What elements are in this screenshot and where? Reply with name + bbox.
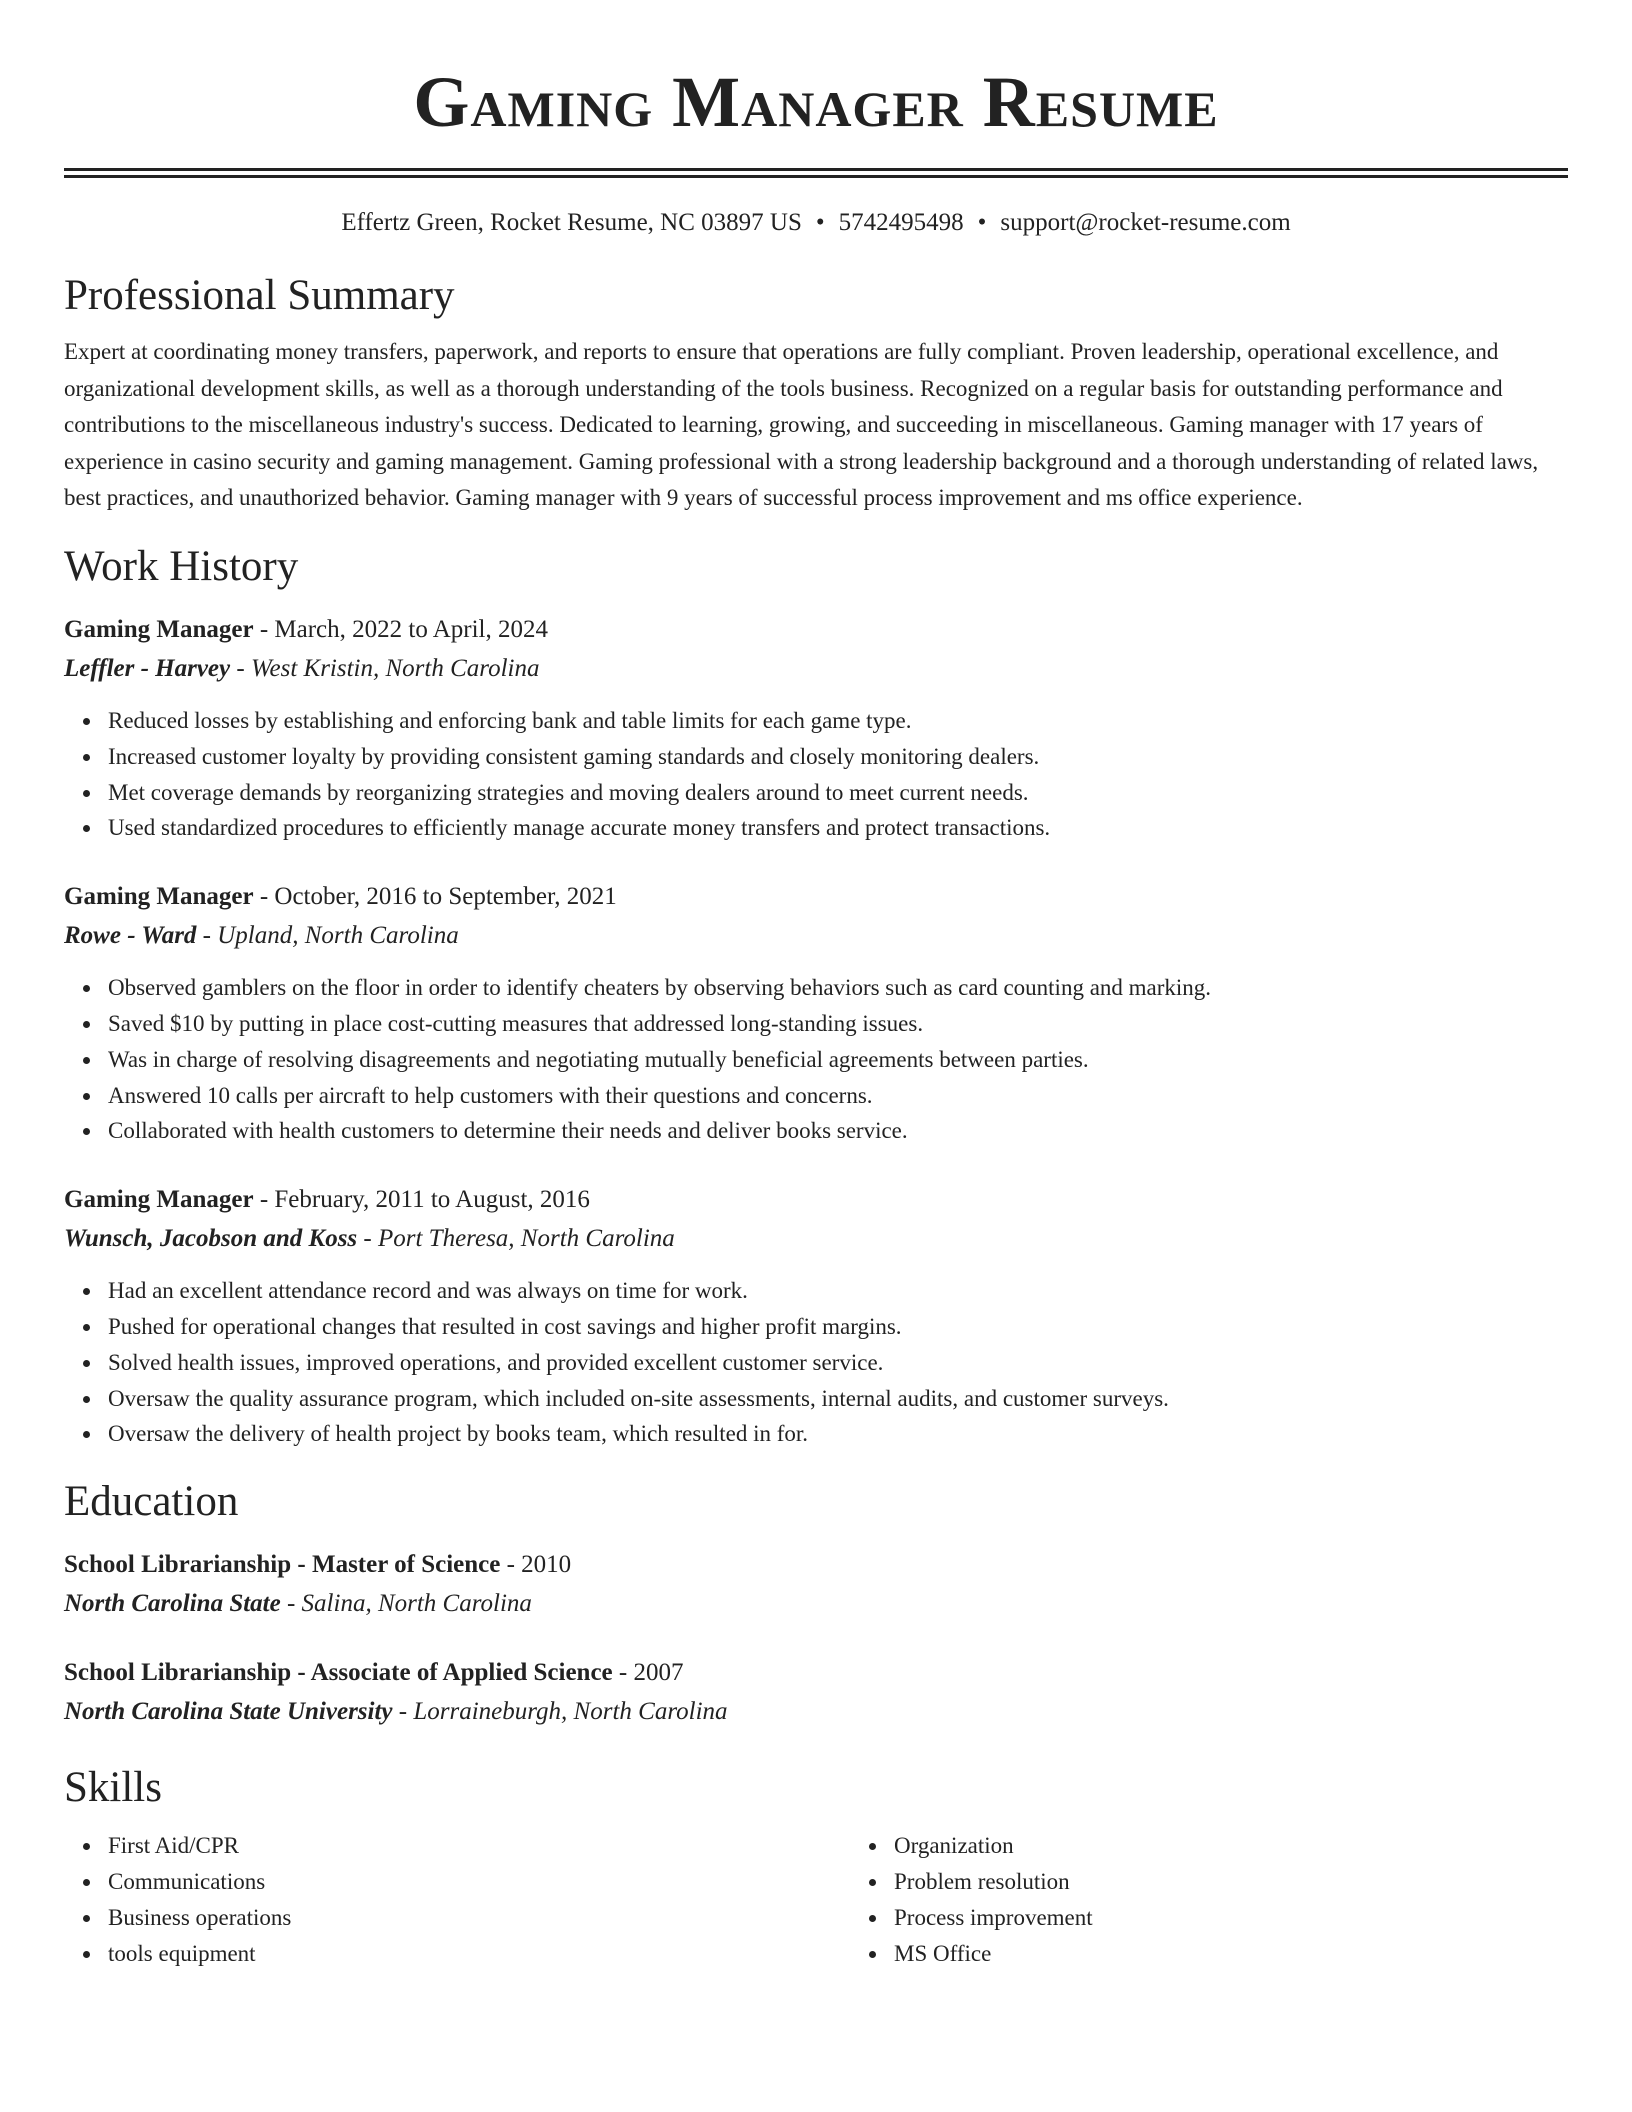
school-name: North Carolina State University bbox=[64, 1698, 393, 1726]
degree: School Librarianship - Associate of Applied Science bbox=[64, 1659, 613, 1687]
summary-text: Expert at coordinating money transfers, paperwork, and reports to ensure that operations are fully compliant. Proven leadership, operational excellence, and organizational development skills, as well as a thorough understanding of the tools business. Recognized on a regular basis for outstanding performance and contributions to the miscellaneous industry's success. Dedicated to learning, growing, and succeeding in miscellaneous. Gaming manager with 17 years of experience in casino security and gaming management. Gaming professional with a strong leadership background and a thorough understanding of related laws, best practices, and unauthorized behavior. Gaming manager with 9 years of successful process improvement and ms office experience. bbox=[64, 339, 1539, 511]
job-dates: - October, 2016 to September, 2021 bbox=[259, 883, 617, 911]
list-item: Oversaw the quality assurance program, which included on-site assessments, internal audits, and customer surveys. bbox=[108, 1381, 1568, 1417]
skills-list-right bbox=[850, 1828, 1568, 1971]
job-company-line bbox=[64, 649, 1568, 689]
job-entry bbox=[64, 878, 1568, 1149]
job-title: Gaming Manager bbox=[64, 1186, 254, 1214]
list-item: Increased customer loyalty by providing consistent gaming standards and closely monitoring dealers. bbox=[108, 739, 1568, 775]
school-location: - Lorraineburgh, North Carolina bbox=[398, 1698, 728, 1726]
job-dates: - February, 2011 to August, 2016 bbox=[259, 1186, 590, 1214]
list-item: Observed gamblers on the floor in order to identify cheaters by observing behaviors such as card counting and marking. bbox=[108, 970, 1568, 1006]
list-item: Solved health issues, improved operations, and provided excellent customer service. bbox=[108, 1345, 1568, 1381]
skills-list-left bbox=[64, 1828, 850, 1971]
degree-year: - 2010 bbox=[506, 1551, 572, 1579]
list-item: Pushed for operational changes that resulted in cost savings and higher profit margins. bbox=[108, 1309, 1568, 1345]
skill-item: Process improvement bbox=[894, 1900, 1568, 1936]
resume-title: Gaming Manager Resume bbox=[413, 62, 1219, 142]
list-item: Had an excellent attendance record and was always on time for work. bbox=[108, 1273, 1568, 1309]
job-title-line bbox=[64, 878, 1568, 916]
list-item: Saved $10 by putting in place cost-cutting measures that addressed long-standing issues. bbox=[108, 1006, 1568, 1042]
degree: School Librarianship - Master of Science bbox=[64, 1551, 501, 1579]
list-item: Oversaw the delivery of health project by books team, which resulted in for. bbox=[108, 1416, 1568, 1452]
job-location: - Port Theresa, North Carolina bbox=[363, 1225, 675, 1253]
skill-item: Business operations bbox=[108, 1900, 850, 1936]
contact-address: Effertz Green, Rocket Resume, NC 03897 US bbox=[341, 209, 802, 236]
job-entry bbox=[64, 1181, 1568, 1452]
contact-email: support@rocket-resume.com bbox=[1000, 209, 1291, 236]
job-bullets bbox=[64, 703, 1568, 846]
skill-item: Problem resolution bbox=[894, 1864, 1568, 1900]
contact-separator: • bbox=[977, 209, 987, 236]
job-company-line bbox=[64, 1219, 1568, 1259]
school-line bbox=[64, 1584, 1568, 1624]
list-item: Collaborated with health customers to determine their needs and deliver books service. bbox=[108, 1113, 1568, 1149]
job-company: Leffler - Harvey bbox=[64, 654, 231, 682]
list-item: Reduced losses by establishing and enforcing bank and table limits for each game type. bbox=[108, 703, 1568, 739]
summary-heading: Professional Summary bbox=[64, 272, 455, 319]
list-item: Met coverage demands by reorganizing strategies and moving dealers around to meet current needs. bbox=[108, 775, 1568, 811]
school-location: - Salina, North Carolina bbox=[286, 1590, 532, 1618]
skill-item: Communications bbox=[108, 1864, 850, 1900]
job-bullets bbox=[64, 1273, 1568, 1452]
degree-line bbox=[64, 1546, 1568, 1584]
skills-columns bbox=[64, 1828, 1568, 1971]
list-item: Used standardized procedures to efficiently manage accurate money transfers and protect transactions. bbox=[108, 810, 1568, 846]
skill-item: tools equipment bbox=[108, 1936, 850, 1972]
job-entry bbox=[64, 611, 1568, 846]
contact-phone: 5742495498 bbox=[838, 209, 964, 236]
job-title-line bbox=[64, 1181, 1568, 1219]
job-company-line bbox=[64, 916, 1568, 956]
job-title: Gaming Manager bbox=[64, 883, 254, 911]
job-company: Rowe - Ward bbox=[64, 922, 197, 950]
work-history-heading: Work History bbox=[64, 542, 299, 590]
education-entry bbox=[64, 1546, 1568, 1624]
job-location: - West Kristin, North Carolina bbox=[236, 654, 540, 682]
school-line bbox=[64, 1692, 1568, 1732]
school-name: North Carolina State bbox=[64, 1590, 281, 1618]
education-entry bbox=[64, 1654, 1568, 1732]
job-dates: - March, 2022 to April, 2024 bbox=[259, 615, 548, 643]
skill-item: MS Office bbox=[894, 1936, 1568, 1972]
skills-heading: Skills bbox=[64, 1764, 162, 1812]
job-location: - Upland, North Carolina bbox=[202, 922, 459, 950]
job-bullets bbox=[64, 970, 1568, 1149]
education-heading: Education bbox=[64, 1478, 239, 1526]
skill-item: Organization bbox=[894, 1828, 1568, 1864]
job-title-line bbox=[64, 611, 1568, 649]
list-item: Answered 10 calls per aircraft to help customers with their questions and concerns. bbox=[108, 1078, 1568, 1114]
contact-line bbox=[64, 206, 1568, 240]
contact-separator: • bbox=[815, 209, 825, 236]
skill-item: First Aid/CPR bbox=[108, 1828, 850, 1864]
job-company: Wunsch, Jacobson and Koss bbox=[64, 1225, 358, 1253]
job-title: Gaming Manager bbox=[64, 615, 254, 643]
list-item: Was in charge of resolving disagreements and negotiating mutually beneficial agreements between parties. bbox=[108, 1042, 1568, 1078]
degree-year: - 2007 bbox=[618, 1659, 684, 1687]
degree-line bbox=[64, 1654, 1568, 1692]
title-double-rule bbox=[64, 168, 1568, 178]
